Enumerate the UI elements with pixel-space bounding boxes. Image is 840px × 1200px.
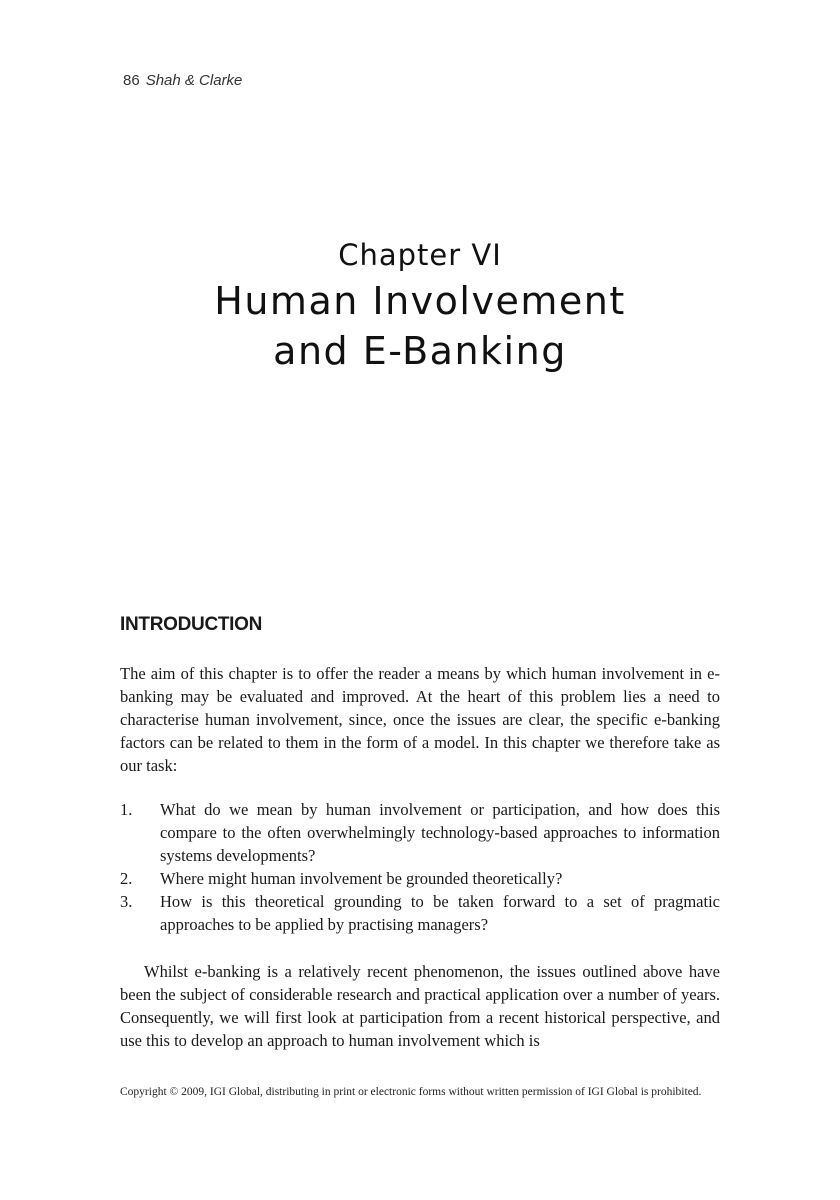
list-item	[120, 867, 720, 890]
chapter-title-line-2: and E-Banking	[273, 329, 567, 373]
page-number: 86	[123, 72, 140, 89]
task-list	[120, 798, 720, 936]
list-item	[120, 798, 720, 867]
intro-paragraph: The aim of this chapter is to offer the reader a means by which human involvement in e-banking may be evaluated and improved. At the heart of this problem lies a need to characterise human involvement, since, once the issues are clear, the specific e-banking factors can be related to them in the form of a model. In this chapter we therefore take as our task:	[120, 664, 720, 775]
running-header	[123, 72, 242, 89]
list-item	[120, 890, 720, 936]
section-heading: INTRODUCTION	[120, 614, 263, 635]
list-item-number: 1.	[120, 800, 133, 819]
list-item-number: 2.	[120, 869, 133, 888]
list-item-text: How is this theoretical grounding to be taken forward to a set of pragmatic approaches to be applied by practising managers?	[160, 892, 720, 934]
chapter-heading	[0, 236, 840, 374]
running-author: Shah & Clarke	[145, 72, 243, 89]
continuation-paragraph: Whilst e-banking is a relatively recent phenomenon, the issues outlined above have been the subject of considerable research and practical application over a number of years. Consequently, we will first look at participation from a recent historical perspective, and use this to develop an approach to human involvement which is	[120, 962, 720, 1050]
list-item-text: What do we mean by human involvement or participation, and how does this compare to the often overwhelmingly technology-based approaches to information systems developments?	[160, 800, 720, 865]
chapter-title-line-1: Human Involvement	[214, 279, 626, 323]
list-item-number: 3.	[120, 892, 133, 911]
copyright-notice: Copyright © 2009, IGI Global, distributing in print or electronic forms without written permission of IGI Global is prohibited.	[120, 1086, 702, 1098]
chapter-label: Chapter VI	[338, 238, 502, 272]
list-item-text: Where might human involvement be grounded theoretically?	[160, 869, 563, 888]
